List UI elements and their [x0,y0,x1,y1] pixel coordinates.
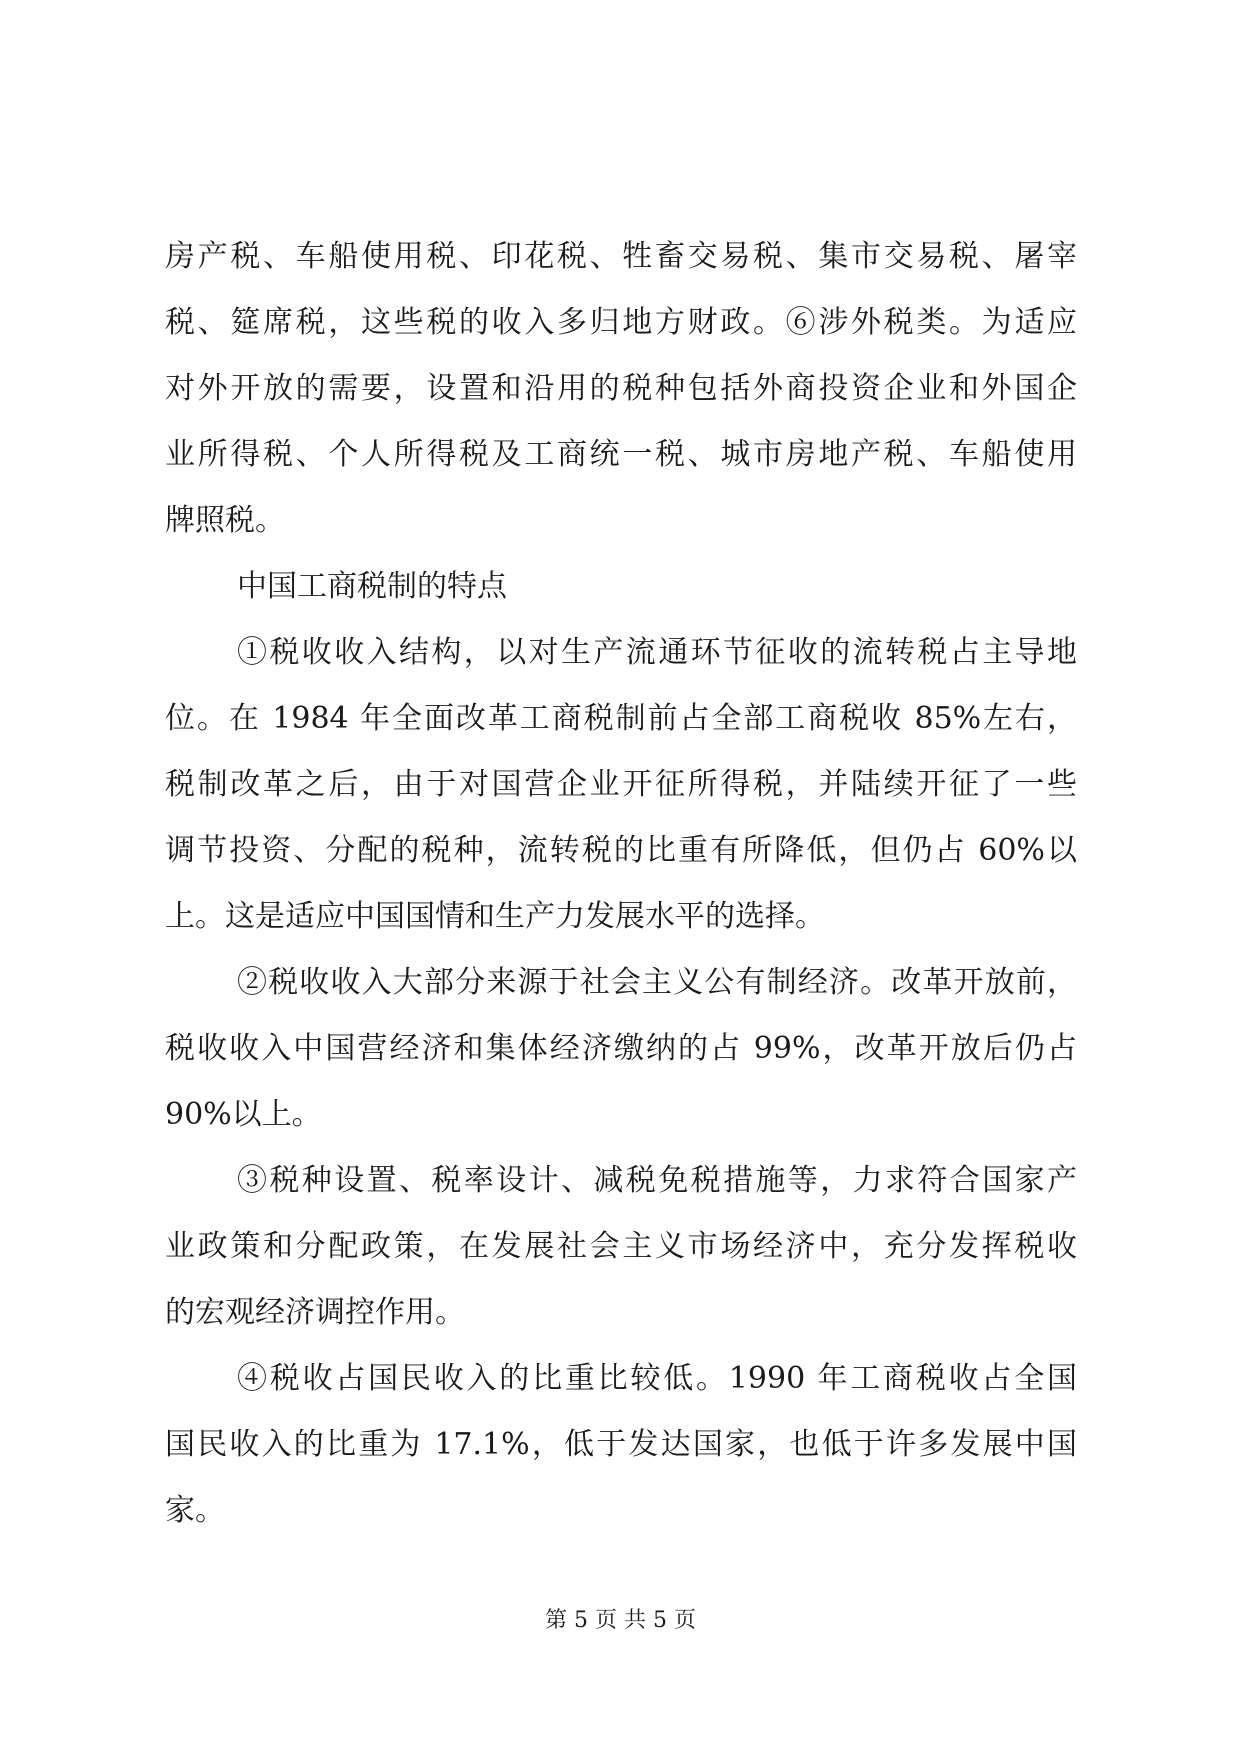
text-line: 家。 [165,1493,225,1528]
text-line: 房产税、车船使用税、印花税、牲畜交易税、集市交易税、屠宰 [165,239,1077,274]
text-line: 税收收入中国营经济和集体经济缴纳的占 99%，改革开放后仍占 [165,1031,1077,1066]
text-line: 位。在 1984 年全面改革工商税制前占全部工商税收 85%左右， [165,701,1077,736]
text-line: 国民收入的比重为 17.1%，低于发达国家，也低于许多发展中国 [165,1427,1077,1462]
text-line: 对外开放的需要，设置和沿用的税种包括外商投资企业和外国企 [165,371,1077,406]
text-line: 90%以上。 [165,1097,322,1132]
text-line: 上。这是适应中国国情和生产力发展水平的选择。 [165,899,825,934]
text-line: 税制改革之后，由于对国营企业开征所得税，并陆续开征了一些 [165,767,1077,802]
text-line: 业所得税、个人所得税及工商统一税、城市房地产税、车船使用 [165,437,1077,472]
text-line: 调节投资、分配的税种，流转税的比重有所降低，但仍占 60%以 [165,833,1077,868]
text-line: ④税收占国民收入的比重比较低。1990 年工商税收占全国 [237,1361,1077,1396]
text-line: 的宏观经济调控作用。 [165,1295,465,1330]
section-heading: 中国工商税制的特点 [237,569,507,604]
text-line: 税、筵席税，这些税的收入多归地方财政。⑥涉外税类。为适应 [165,305,1077,340]
text-line: ①税收收入结构，以对生产流通环节征收的流转税占主导地 [237,635,1077,670]
page-number-footer: 第 5 页 共 5 页 [545,1608,696,1633]
text-line: 牌照税。 [165,503,285,538]
text-line: ③税种设置、税率设计、减税免税措施等，力求符合国家产 [237,1163,1077,1198]
text-line: 业政策和分配政策，在发展社会主义市场经济中，充分发挥税收 [165,1229,1077,1264]
text-line: ②税收收入大部分来源于社会主义公有制经济。改革开放前， [237,965,1077,1000]
body-text [165,224,1077,1544]
